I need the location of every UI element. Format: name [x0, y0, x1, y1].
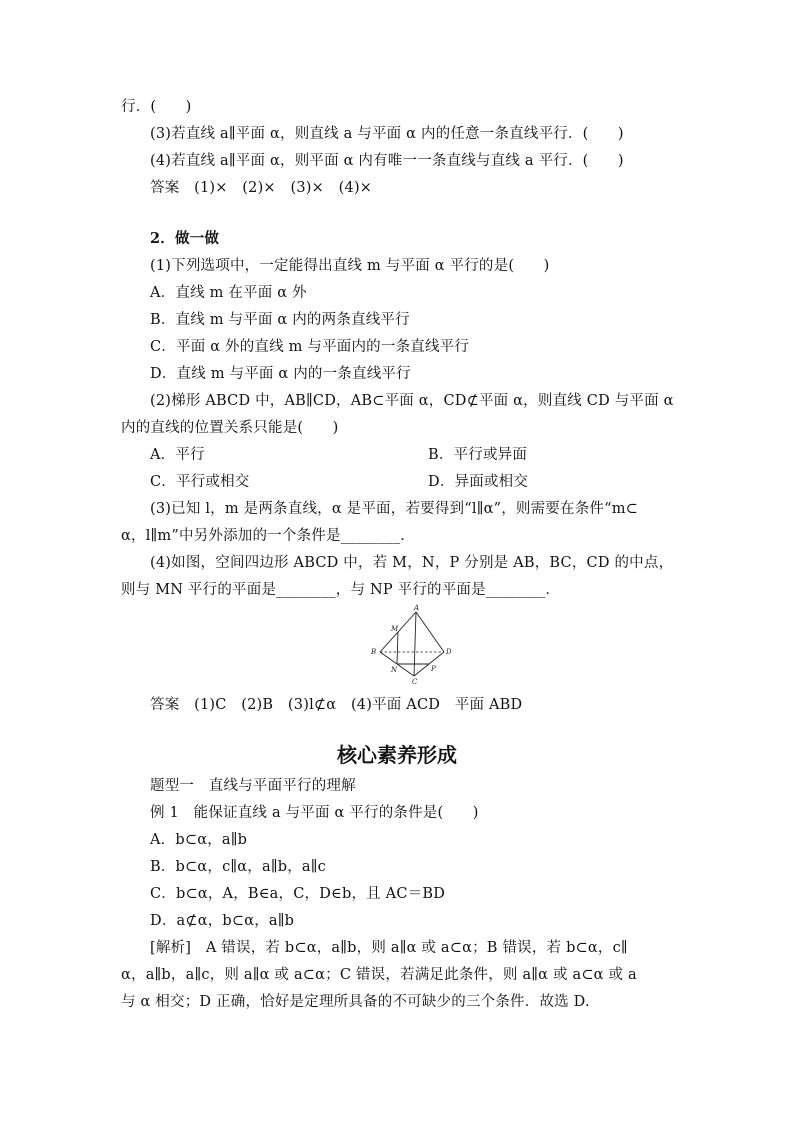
option-b: B．直线 m 与平面 α 内的两条直线平行	[150, 312, 410, 328]
option-d: D．直线 m 与平面 α 内的一条直线平行	[150, 366, 411, 382]
subsection-title: 题型一 直线与平面平行的理解	[150, 778, 356, 794]
section-heading: 核心素养形成	[337, 743, 457, 767]
text-line: α，l∥m”中另外添加的一个条件是________．	[121, 528, 415, 544]
text-line: (3)若直线 a∥平面 α，则直线 a 与平面 α 内的任意一条直线平行．( )	[150, 126, 624, 142]
text-line: (2)梯形 ABCD 中，AB∥CD，AB⊂平面 α，CD⊄平面 α，则直线 CD 与平面 α	[150, 393, 674, 409]
option-d: D．异面或相交	[428, 474, 529, 490]
option-b: B．平行或异面	[428, 447, 528, 463]
example-title: 例 1 能保证直线 a 与平面 α 平行的条件是( )	[150, 805, 479, 821]
solution-line: 与 α 相交；D 正确，恰好是定理所具备的不可缺少的三个条件．故选 D.	[121, 994, 590, 1010]
label-b: B	[371, 648, 377, 656]
answer-line: 答案 (1)× (2)× (3)× (4)×	[150, 180, 373, 196]
solution-line: [解析] A 错误，若 b⊂α，a∥b，则 a∥α 或 a⊂α；B 错误，若 b⊂α，c∥	[150, 940, 628, 956]
text-line: 内的直线的位置关系只能是( )	[121, 420, 339, 436]
tetrahedron-diagram	[368, 604, 458, 686]
option-a: A．平行	[150, 447, 205, 463]
text-line: 行．( )	[121, 99, 192, 115]
option-d: D．a⊄α，b⊂α，a∥b	[150, 913, 295, 929]
edge-ad	[416, 612, 444, 652]
text-line: (4)若直线 a∥平面 α，则平面 α 内有唯一一条直线与直线 a 平行．( )	[150, 153, 624, 169]
text-line: 则与 MN 平行的平面是________，与 NP 平行的平面是________．	[121, 582, 561, 598]
solution-line: α，a∥b，a∥c，则 a∥α 或 a⊂α；C 错误，若满足此条件，则 a∥α 或 a⊂α 或 a	[121, 967, 637, 983]
option-c: C．b⊂α，A，B∈a，C，D∈b，且 AC＝BD	[150, 886, 446, 902]
label-a: A	[414, 604, 420, 612]
option-a: A．b⊂α，a∥b	[150, 832, 248, 848]
label-n: N	[391, 666, 398, 674]
tetrahedron-figure	[368, 604, 458, 686]
option-a: A．直线 m 在平面 α 外	[150, 285, 307, 301]
section-title: 2．做一做	[150, 230, 220, 247]
text-line: (1)下列选项中，一定能得出直线 m 与平面 α 平行的是( )	[150, 258, 550, 274]
label-m: M	[391, 625, 399, 633]
answer-line: 答案 (1)C (2)B (3)l⊄α (4)平面 ACD 平面 ABD	[150, 697, 523, 713]
label-c: C	[412, 678, 418, 686]
text-line: (4)如图，空间四边形 ABCD 中，若 M，N，P 分别是 AB，BC，CD 的中点，	[150, 555, 674, 571]
option-c: C．平面 α 外的直线 m 与平面内的一条直线平行	[150, 339, 470, 355]
text-line: (3)已知 l，m 是两条直线，α 是平面，若要得到“l∥α”，则需要在条件“m⊂	[150, 501, 639, 517]
option-b: B．b⊂α，c∥α，a∥b，a∥c	[150, 859, 326, 875]
label-d: D	[446, 648, 452, 656]
option-c: C．平行或相交	[150, 474, 250, 490]
segment-mn	[397, 632, 398, 664]
edge-ac	[414, 612, 416, 676]
label-p: P	[431, 665, 436, 673]
